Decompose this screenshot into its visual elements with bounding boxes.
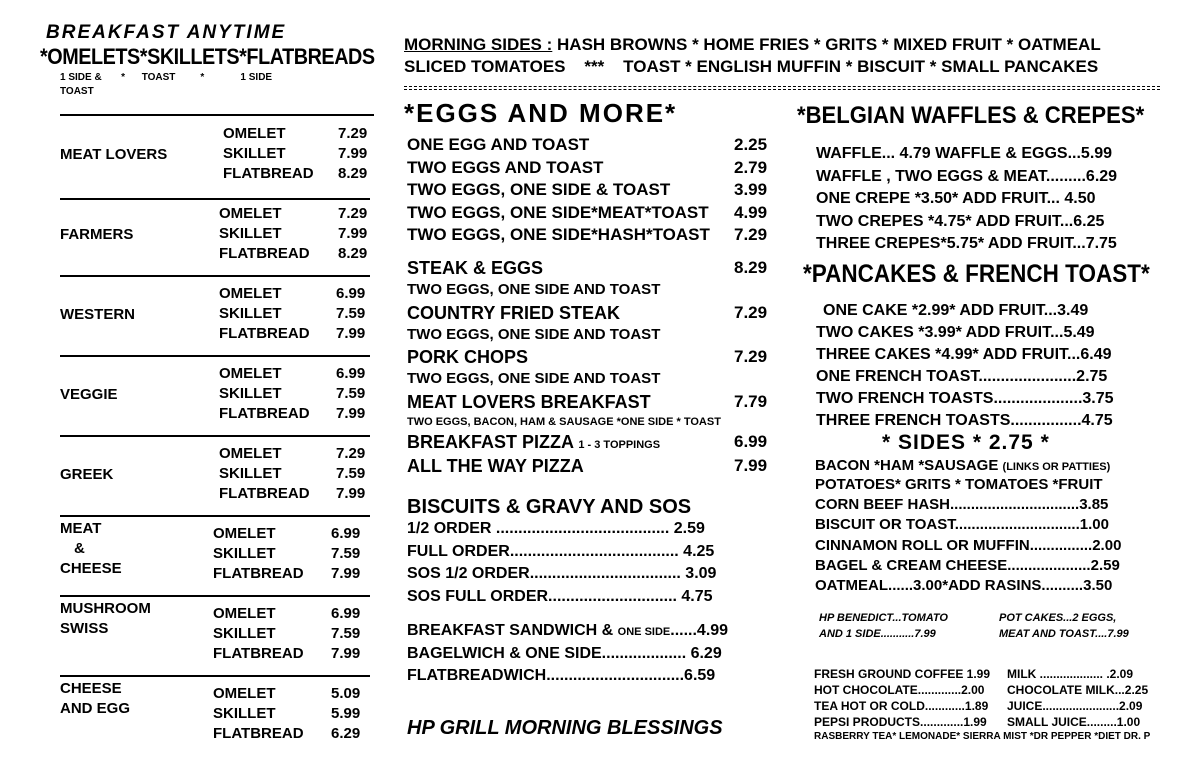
breakfast-pizza-price: 6.99: [734, 432, 768, 451]
left-subline: 1 SIDE & * TOAST * 1 SIDE: [60, 72, 273, 83]
sandwich-item: [407, 622, 728, 640]
group-item-label: FLATBREAD: [219, 485, 310, 502]
sandwich-price: 6.29: [686, 644, 722, 662]
drinks-footer: RASBERRY TEA* LEMONADE* SIERRA MIST *DR PEPPER *DIET DR. P: [814, 731, 1151, 742]
group-item-label: FLATBREAD: [213, 565, 304, 582]
group-name: CHEESE: [60, 560, 122, 577]
morning-sides-line2: SLICED TOMATOES *** TOAST * ENGLISH MUFFIN * BISCUIT * SMALL PANCAKES: [404, 57, 1099, 76]
sides-line2: POTATOES* GRITS * TOMATOES *FRUIT: [815, 476, 1103, 493]
egg-item-name: ONE EGG AND TOAST: [407, 135, 590, 154]
special-sub: TWO EGGS, ONE SIDE AND TOAST: [407, 281, 661, 298]
group-item-price: 7.59: [331, 625, 361, 642]
left-subline-2: TOAST: [60, 86, 94, 97]
top-dashed-divider: [404, 86, 1160, 87]
sandwich-name: BREAKFAST SANDWICH &: [407, 622, 618, 639]
group-item-price: 7.29: [336, 445, 366, 462]
special-name: COUNTRY FRIED STEAK: [407, 302, 621, 323]
group-item-label: OMELET: [219, 365, 282, 382]
special-price: 7.29: [734, 347, 768, 366]
biscuit-item: 1/2 ORDER ....................................... 2.59: [407, 520, 705, 537]
group-item-price: 6.99: [336, 365, 366, 382]
group-item-price: 6.99: [336, 285, 366, 302]
special-sub: TWO EGGS, ONE SIDE AND TOAST: [407, 325, 661, 343]
group-divider: [60, 355, 370, 357]
group-item-price: 8.29: [338, 245, 368, 262]
group-item-price: 6.29: [331, 725, 361, 742]
side-item: CINNAMON ROLL OR MUFFIN...............2.00: [815, 536, 1122, 554]
sandwich-item: [407, 667, 715, 685]
side-item: CORN BEEF HASH...............................3.85: [815, 496, 1109, 513]
waffle-item: WAFFLE , TWO EGGS & MEAT.........6.29: [816, 167, 1118, 185]
group-item-label: FLATBREAD: [213, 725, 304, 742]
biscuits-gravy-title: BISCUITS & GRAVY AND SOS: [407, 496, 692, 518]
hp-benedict-line1: HP BENEDICT...TOMATO: [819, 612, 948, 624]
group-item-price: 7.29: [338, 125, 368, 142]
hp-benedict-line2: AND 1 SIDE...........7.99: [819, 628, 936, 640]
waffle-item: ONE CREPE *3.50* ADD FRUIT... 4.50: [816, 190, 1096, 207]
special-name: PORK CHOPS: [407, 347, 529, 367]
group-name: CHEESE: [60, 680, 122, 697]
sandwich-item: [407, 645, 722, 663]
morning-sides-label: MORNING SIDES :: [404, 35, 553, 54]
drink-item: PEPSI PRODUCTS.............1.99: [814, 715, 987, 729]
sides-meats-note: (LINKS OR PATTIES): [1002, 461, 1111, 473]
group-name: VEGGIE: [60, 386, 118, 403]
drink-item: JUICE.......................2.09: [1007, 699, 1143, 713]
pancakes-title: *PANCAKES & FRENCH TOAST*: [803, 260, 1150, 288]
group-item-price: 7.59: [336, 465, 366, 482]
group-item-label: SKILLET: [219, 385, 282, 402]
group-name: SWISS: [60, 620, 109, 637]
biscuit-item: FULL ORDER...................................... 4.25: [407, 542, 715, 560]
group-item-label: SKILLET: [219, 465, 282, 482]
special-sub: TWO EGGS, BACON, HAM & SAUSAGE *ONE SIDE * TOAST: [407, 415, 721, 428]
drink-item: CHOCOLATE MILK...2.25: [1007, 683, 1149, 697]
group-item-price: 7.29: [338, 205, 368, 222]
drink-item: HOT CHOCOLATE.............2.00: [814, 683, 985, 697]
group-item-price: 5.09: [331, 685, 361, 702]
pancake-item: TWO CAKES *3.99* ADD FRUIT...5.49: [816, 324, 1095, 341]
egg-item-name: TWO EGGS, ONE SIDE*MEAT*TOAST: [407, 202, 709, 222]
sandwich-price: 6.59: [684, 667, 716, 684]
drink-item: TEA HOT OR COLD............1.89: [814, 699, 989, 713]
special-sub: TWO EGGS, ONE SIDE AND TOAST: [407, 370, 661, 387]
group-divider: [60, 198, 370, 200]
pancake-item: THREE FRENCH TOASTS................4.75: [816, 412, 1113, 429]
drink-item: MILK ................... .2.09: [1007, 667, 1134, 681]
waffle-item: WAFFLE... 4.79 WAFFLE & EGGS...5.99: [816, 145, 1113, 162]
egg-item-price: 3.99: [734, 180, 768, 199]
group-item-price: 7.59: [336, 385, 366, 402]
group-name: AND EGG: [60, 700, 131, 717]
side-item: BAGEL & CREAM CHEESE....................2.59: [815, 556, 1120, 574]
group-item-price: 7.99: [336, 405, 366, 422]
group-item-label: FLATBREAD: [219, 325, 310, 342]
group-item-label: FLATBREAD: [213, 645, 304, 662]
pot-cakes-line1: POT CAKES...2 EGGS,: [999, 612, 1117, 624]
pot-cakes-line2: MEAT AND TOAST....7.99: [999, 628, 1129, 640]
breakfast-pizza: [407, 432, 660, 453]
waffle-item: TWO CREPES *4.75* ADD FRUIT...6.25: [816, 212, 1105, 230]
egg-item-name: TWO EGGS, ONE SIDE & TOAST: [407, 180, 671, 199]
group-item-label: SKILLET: [223, 145, 286, 162]
sides-title: * SIDES * 2.75 *: [882, 431, 1050, 454]
side-item: OATMEAL......3.00*ADD RASINS..........3.50: [815, 577, 1113, 595]
group-divider: [60, 675, 370, 677]
group-item-label: OMELET: [213, 685, 276, 702]
group-item-label: SKILLET: [213, 705, 276, 722]
egg-item-name: TWO EGGS AND TOAST: [407, 157, 604, 177]
all-the-way-pizza-name: ALL THE WAY PIZZA: [407, 456, 584, 476]
group-name: MEAT LOVERS: [60, 146, 168, 163]
biscuit-item: SOS 1/2 ORDER.................................. 3.09: [407, 565, 717, 582]
group-divider: [60, 515, 370, 517]
waffle-item: THREE CREPES*5.75* ADD FRUIT...7.75: [816, 235, 1117, 252]
egg-item-price: 7.29: [734, 225, 768, 244]
group-item-price: 6.99: [331, 525, 361, 542]
group-item-price: 8.29: [338, 165, 368, 182]
pancake-item: ONE CAKE *2.99* ADD FRUIT...3.49: [823, 302, 1089, 319]
side-item: BISCUIT OR TOAST..............................1.00: [815, 516, 1109, 534]
drink-item: FRESH GROUND COFFEE 1.99: [814, 667, 991, 681]
sandwich-name: FLATBREADWICH...............................: [407, 667, 685, 684]
group-item-label: FLATBREAD: [219, 245, 310, 262]
eggs-and-more-title: *EGGS AND MORE*: [404, 98, 678, 128]
morning-sides-items: HASH BROWNS * HOME FRIES * GRITS * MIXED FRUIT * OATMEAL: [552, 35, 1101, 54]
group-item-label: FLATBREAD: [223, 165, 314, 182]
sandwich-note: ONE SIDE: [617, 626, 671, 638]
egg-item-price: 4.99: [734, 202, 768, 222]
group-item-label: SKILLET: [219, 305, 282, 322]
group-item-price: 7.59: [336, 305, 366, 322]
group-name: &: [74, 540, 85, 557]
group-divider: [60, 595, 370, 597]
special-price: 7.29: [734, 302, 768, 322]
group-item-label: OMELET: [223, 125, 286, 142]
group-divider: [60, 114, 374, 116]
group-item-label: OMELET: [219, 285, 282, 302]
group-item-price: 7.99: [338, 145, 368, 162]
group-item-price: 7.99: [336, 325, 366, 342]
pancake-item: TWO FRENCH TOASTS....................3.75: [816, 390, 1114, 407]
special-name: STEAK & EGGS: [407, 258, 544, 278]
group-name: MEAT: [60, 520, 102, 537]
group-item-label: OMELET: [213, 605, 276, 622]
group-item-price: 6.99: [331, 605, 361, 622]
group-item-price: 7.99: [331, 645, 361, 662]
group-divider: [60, 275, 370, 277]
morning-sides-line1: [404, 35, 1101, 55]
group-item-price: 7.99: [338, 225, 368, 242]
sandwich-price: ......4.99: [670, 622, 729, 639]
special-name: MEAT LOVERS BREAKFAST: [407, 391, 651, 412]
all-the-way-pizza-price: 7.99: [734, 456, 768, 475]
omelets-skillets-heading: *OMELETS*SKILLETS*FLATBREADS: [40, 44, 375, 69]
breakfast-pizza-name: BREAKFAST PIZZA: [407, 432, 574, 452]
group-name: FARMERS: [60, 226, 134, 243]
sandwich-name: BAGELWICH & ONE SIDE...................: [407, 644, 687, 662]
group-name: WESTERN: [60, 306, 135, 323]
egg-item-price: 2.79: [734, 157, 768, 177]
group-item-label: FLATBREAD: [219, 405, 310, 422]
sides-line1: [815, 457, 1110, 474]
egg-item-name: TWO EGGS, ONE SIDE*HASH*TOAST: [407, 225, 710, 244]
top-dashed-divider-2: [404, 89, 1160, 90]
group-item-label: SKILLET: [213, 625, 276, 642]
breakfast-pizza-note: 1 - 3 TOPPINGS: [578, 439, 661, 451]
group-item-price: 7.99: [331, 565, 361, 582]
biscuit-item: SOS FULL ORDER............................. 4.75: [407, 587, 713, 605]
belgian-waffles-title: *BELGIAN WAFFLES & CREPES*: [797, 102, 1145, 129]
group-item-price: 5.99: [331, 705, 361, 722]
special-price: 8.29: [734, 258, 768, 277]
group-item-price: 7.99: [336, 485, 366, 502]
group-divider: [60, 435, 370, 437]
group-item-label: OMELET: [219, 205, 282, 222]
hp-grill-blessing: HP GRILL MORNING BLESSINGS: [407, 717, 723, 739]
group-name: GREEK: [60, 466, 114, 483]
group-item-label: OMELET: [219, 445, 282, 462]
group-item-label: SKILLET: [219, 225, 282, 242]
sides-meats: BACON *HAM *SAUSAGE: [815, 457, 999, 474]
pancake-item: THREE CAKES *4.99* ADD FRUIT...6.49: [816, 346, 1112, 363]
group-name: MUSHROOM: [60, 600, 151, 617]
special-price: 7.79: [734, 391, 768, 411]
group-item-price: 7.59: [331, 545, 361, 562]
pancake-item: ONE FRENCH TOAST......................2.75: [816, 368, 1108, 385]
breakfast-anytime-heading: BREAKFAST ANYTIME: [46, 22, 287, 43]
egg-item-price: 2.25: [734, 135, 768, 154]
drink-item: SMALL JUICE.........1.00: [1007, 715, 1141, 729]
group-item-label: OMELET: [213, 525, 276, 542]
group-item-label: SKILLET: [213, 545, 276, 562]
